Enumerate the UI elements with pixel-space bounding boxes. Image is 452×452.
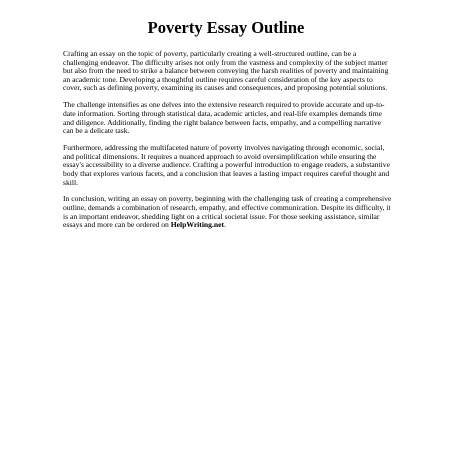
page-title: Poverty Essay Outline <box>147 18 305 37</box>
paragraph-intro: Crafting an essay on the topic of poverty, particularly creating a well-structured outline, can be a challenging endeavor. The difficulty arises not only from the vastness and complexity of the subject matter but also from the need to strike a balance between conveying the harsh realities of poverty and maintaining an academic tone. Developing a thoughtful outline requires careful consideration of the key aspects to cover, such as defining poverty, examining its causes and consequences, and proposing potential solutions. <box>63 49 389 93</box>
paragraph-conclusion <box>63 195 393 229</box>
conclusion-end: . <box>223 220 226 230</box>
conclusion-text: In conclusion, writing an essay on poverty, beginning with the challenging task of creating a comprehensive outline, demands a combination of research, empathy, and effective communication. Despite its difficulty, it is an important endeavor, shedding light on a critical societal issue. For those seeking assistance, similar essays and more can be ordered on <box>63 194 392 230</box>
paragraph-research: The challenge intensifies as one delves into the extensive research required to provide accurate and up-to-date information. Sorting through statistical data, academic articles, and real-life examples demands time and diligence. Additionally, finding the right balance between facts, empathy, and a compelling narrative can be a delicate task. <box>63 100 385 136</box>
site-link[interactable]: HelpWriting.net <box>170 220 224 230</box>
document-body <box>63 50 393 238</box>
paragraph-dimensions: Furthermore, addressing the multifaceted nature of poverty involves navigating through economic, social, and political dimensions. It requires a nuanced approach to avoid oversimplification while ensuring the essay's accessibility to a diverse audience. Crafting a powerful introduction to engage readers, a substantive body that explores various facets, and a conclusion that leaves a lasting impact requires careful thought and skill. <box>63 143 390 187</box>
